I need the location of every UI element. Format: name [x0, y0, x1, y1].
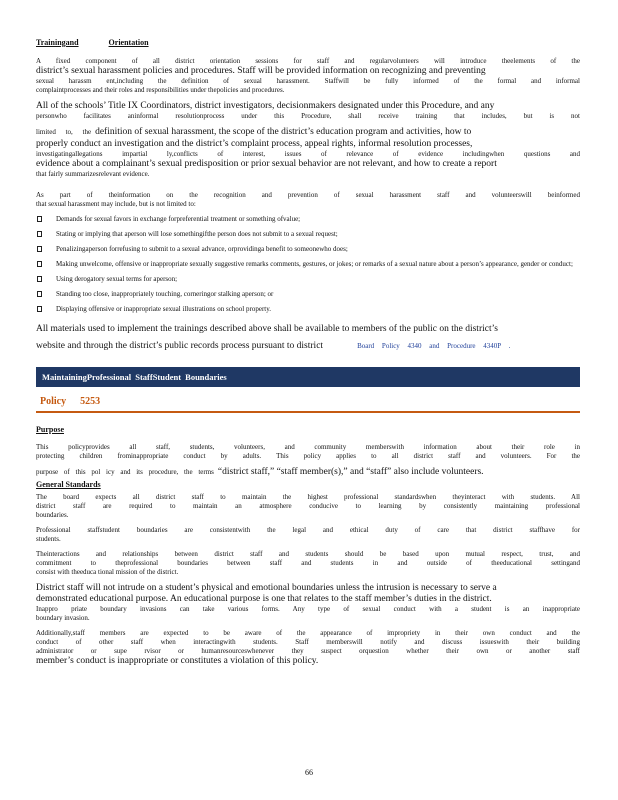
- text-line: consist with theeduca tional mission of the district.: [36, 568, 179, 576]
- list-item-text: Displaying offensive or inappropriate sexual illustrations on school property.: [56, 305, 272, 313]
- board-policy-link[interactable]: Board Policy 4340 and Procedure 4340P .: [357, 342, 511, 350]
- standards-paragraph-5: [36, 629, 580, 667]
- training-paragraph-1: [36, 57, 580, 95]
- section-banner-title: MaintainingProfessional StaffStudent Boundaries: [42, 372, 227, 382]
- text-line: that sexual harassment may include, but is not limited to:: [36, 200, 196, 208]
- text-line: that fairly summarizesrelevant evidence.: [36, 170, 150, 178]
- list-item-text: Making unwelcome, offensive or inappropriate sexually suggestive remarks comments, gestures, or jokes; or remarks of a sexual nature about a person’s appearance, gender or conduct;: [56, 260, 573, 268]
- training-paragraph-3: [36, 191, 580, 209]
- list-item: [36, 245, 580, 254]
- text-line: district staff are required to maintain an atmosphere conducive to learning by consistently maintaining professional: [36, 502, 580, 510]
- text-line: personwho facilitates aninformal resolutionprocess under this Procedure, shall receive training that includes, but is not: [36, 112, 580, 120]
- text-line: A fixed component of all district orientation sessions for staff and regularvolunteers will introduce theelements of the: [36, 57, 580, 65]
- section-banner: [36, 367, 580, 387]
- text-line: demonstrated educational purpose. An educational purpose is one that relates to the staff member’s duties in the district.: [36, 594, 492, 604]
- list-item-text: Penalizingaperson forrefusing to submit to a sexual advance, orprovidinga benefit to someonewho does;: [56, 245, 348, 253]
- text-fragment: definition of sexual harassment, the scope of the district’s education program and activities, how to: [95, 127, 472, 137]
- text-line: member’s conduct is inappropriate or constitutes a violation of this policy.: [36, 656, 319, 666]
- harassment-examples-list: [36, 215, 580, 314]
- standards-paragraph-2: [36, 526, 580, 544]
- text-line: All materials used to implement the trainings described above shall be available to members of the public on the district’s: [36, 324, 498, 334]
- text-fragment: limited to, the: [36, 128, 92, 136]
- list-item-text: Demands for sexual favors in exchange forpreferential treatment or something ofvalue;: [56, 215, 301, 223]
- list-item: [36, 290, 580, 299]
- text-line: district’s sexual harassment policies and procedures. Staff will be provided information on recognizing and preventing: [36, 66, 486, 76]
- list-item: [36, 305, 580, 314]
- text-line: boundary invasion.: [36, 614, 90, 622]
- checkbox-bullet-icon: [37, 276, 42, 282]
- text-line: Inappro priate boundary invasions can take various forms. Any type of sexual conduct with a student is an inappropriate: [36, 605, 580, 613]
- text-line: All of the schools’ Title IX Coordinators, district investigators, decisionmakers designated under this Procedure, and any: [36, 101, 495, 111]
- text-line: District staff will not intrude on a student’s physical and emotional boundaries unless the intrusion is necessary to serve a: [36, 583, 497, 593]
- text-line: evidence about a complainant’s sexual predisposition or prior sexual behavior are not relevant, and how to create a report: [36, 159, 497, 169]
- text-line: sexual harassm ent,including the definition of sexual harassment. Staffwill be fully informed of the formal and informal: [36, 77, 580, 85]
- list-item-text: Standing too close, inappropriately touching, corneringor stalking aperson; or: [56, 290, 274, 298]
- list-item: [36, 215, 580, 224]
- list-item: [36, 275, 580, 284]
- training-heading: [36, 38, 580, 47]
- standards-paragraph-4: [36, 583, 580, 623]
- text-line: boundaries.: [36, 511, 69, 519]
- text-line: administrator or supe rvisor or humanresourceswhenever they suspect orquestion whether their own or another staff: [36, 647, 580, 655]
- text-line: commitment to theprofessional boundaries between staff and students in and outside of theeducational settingand: [36, 559, 580, 567]
- checkbox-bullet-icon: [37, 261, 42, 267]
- text-line: As part of theinformation on the recognition and prevention of sexual harassment staff and volunteerswill beinformed: [36, 191, 580, 199]
- text-line: protecting children frominappropriate conduct by adults. This policy applies to all district staff and volunteers. For the: [36, 452, 580, 460]
- text-line: students.: [36, 535, 61, 543]
- page-number: 66: [305, 768, 313, 777]
- policy-number: 5253: [80, 396, 101, 407]
- text-line: Theinteractions and relationships between district staff and students should be based upon mutual respect, trust, and: [36, 550, 580, 558]
- text-line: [36, 121, 580, 139]
- text-line: Professional staffstudent boundaries are consistentwith the legal and ethical duty of care that district staffhave for: [36, 526, 580, 534]
- text-line: investigatingallegations impartial ly,conflicts of interest, issues of relevance of evidence includingwhen questions and: [36, 150, 580, 158]
- checkbox-bullet-icon: [37, 231, 42, 237]
- purpose-heading: Purpose: [36, 425, 64, 434]
- text-line: This policyprovides all staff, students, volunteers, and community memberswith information about their role in: [36, 443, 580, 451]
- training-paragraph-4: [36, 324, 580, 353]
- purpose-paragraph: [36, 443, 580, 479]
- list-item-text: Stating or implying that aperson will lose somethingifthe person does not submit to a sexual request;: [56, 230, 338, 238]
- text-line: properly conduct an investigation and the district’s complaint process, appeal rights, informal resolution processes,: [36, 139, 473, 149]
- list-item: [36, 230, 580, 239]
- checkbox-bullet-icon: [37, 291, 42, 297]
- standards-paragraph-3: [36, 550, 580, 577]
- text-line: Additionally,staff members are expected to be aware of the appearance of impropriety in their own conduct and the: [36, 629, 580, 637]
- training-paragraph-2: [36, 101, 580, 179]
- text-line: conduct of other staff when interactingwith students. Staff memberswill notify and discuss issueswith their building: [36, 638, 580, 646]
- text-fragment: purpose of this pol icy and its procedure, the terms: [36, 468, 214, 476]
- list-item: [36, 260, 580, 269]
- text-line: complaintprocesses and their roles and responsibilities under thepolicies and procedures.: [36, 86, 285, 94]
- policy-number-heading: [36, 394, 580, 413]
- general-standards-heading: General Standards: [36, 480, 101, 489]
- text-line: The board expects all district staff to maintain the highest professional standardswhen theyinteract with students. All: [36, 493, 580, 501]
- training-heading-part-2: Orientation: [108, 38, 149, 47]
- text-line: [36, 335, 580, 353]
- list-item-text: Using derogatory sexual terms for aperson;: [56, 275, 178, 283]
- text-line: [36, 461, 580, 479]
- standards-paragraph-1: [36, 493, 580, 520]
- training-heading-part-1: Trainingand: [36, 38, 79, 47]
- checkbox-bullet-icon: [37, 306, 42, 312]
- checkbox-bullet-icon: [37, 246, 42, 252]
- checkbox-bullet-icon: [37, 216, 42, 222]
- policy-label: Policy: [40, 396, 67, 407]
- text-fragment: “district staff,” “staff member(s),” and “staff” also include volunteers.: [217, 467, 484, 477]
- text-fragment: website and through the district’s public records process pursuant to district: [36, 341, 324, 351]
